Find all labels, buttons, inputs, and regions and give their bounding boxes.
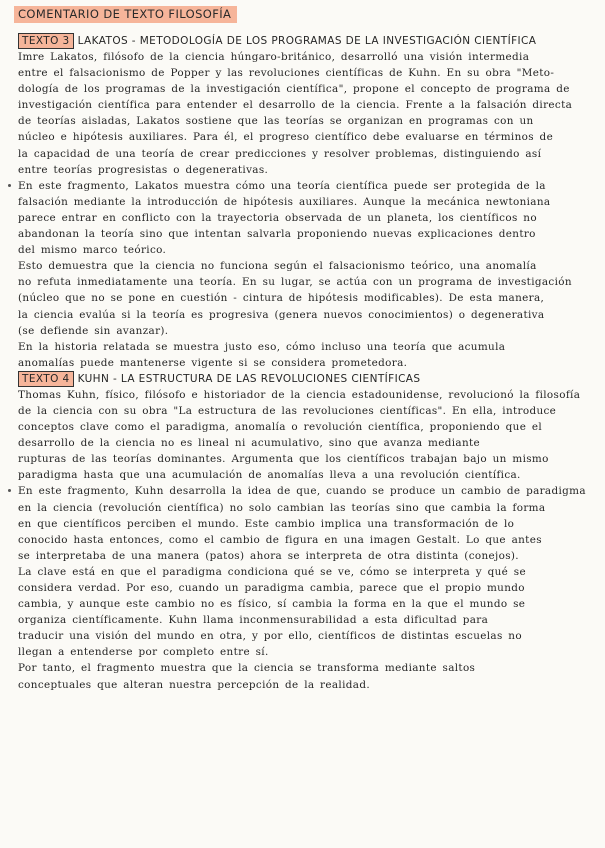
text-line: en la ciencia (revolución científica) no solo cambian las teorías sino que cambia la forma <box>18 501 546 514</box>
text-line: Esto demuestra que la ciencia no funciona según el falsacionismo teórico, una anomalía <box>18 260 537 273</box>
text-line: paradigma hasta que una acumulación de anomalías lleva a una revolución científica. <box>18 469 521 482</box>
page-title: COMENTARIO DE TEXTO FILOSOFÍA <box>14 6 237 23</box>
text-line: traducir una visión del mundo en otra, y por ello, científicos de distintas escuelas no <box>18 630 522 643</box>
text-line: En la historia relatada se muestra justo eso, cómo incluso una teoría que acumula <box>18 340 506 353</box>
text-line: (se defiende sin avanzar). <box>18 324 169 337</box>
section-label: TEXTO 4 <box>18 371 74 387</box>
text-line: falsación mediante la introducción de hipótesis auxiliares. Aunque la mecánica newtoniana <box>18 195 551 208</box>
text-line: conceptos clave como el paradigma, anomalía o revolución científica, proponiendo que el <box>18 421 543 434</box>
paragraph <box>18 49 599 178</box>
paragraph <box>18 660 599 692</box>
text-line: considera verdad. Por eso, cuando un paradigma cambia, parece que el propio mundo <box>18 582 525 594</box>
paragraph <box>18 339 599 371</box>
text-line: la ciencia evalúa si la teoría es progresiva (genera nuevos conocimientos) o degenerativa <box>18 308 545 321</box>
text-line: investigación científica para entender el desarrollo de la ciencia. Frente a la falsación directa <box>18 99 573 112</box>
text-line: de teorías aisladas, Lakatos sostiene que las teorías se organizan en programas con un <box>18 115 534 128</box>
text-line: no refuta inmediatamente una teoría. En su lugar, se actúa con un programa de investigación <box>18 276 572 289</box>
text-line: de la ciencia con su obra "La estructura de las revoluciones científicas". En ella, introduce <box>18 404 557 417</box>
text-line: dología de los programas de la investigación científica", propone el concepto de programa de <box>18 83 570 96</box>
text-line: parece entrar en conflicto con la trayectoria observada de un planeta, los científicos no <box>18 211 537 224</box>
text-line: Imre Lakatos, filósofo de la ciencia húngaro-británico, desarrolló una visión intermedia <box>18 51 530 63</box>
text-line: Thomas Kuhn, físico, filósofo e historiador de la ciencia estadounidense, revolucionó la filosofía <box>18 388 581 401</box>
section-heading-text: LAKATOS - METODOLOGÍA DE LOS PROGRAMAS DE LA INVESTIGACIÓN CIENTÍFICA <box>77 35 537 47</box>
text-line: entre el falsacionismo de Popper y las revoluciones científicas de Kuhn. En su obra "Meto- <box>18 67 555 80</box>
text-line: la capacidad de una teoría de crear predicciones y resolver problemas, distinguiendo así <box>18 147 542 160</box>
text-line: llegan a entenderse por completo entre sí. <box>18 646 269 659</box>
text-line: desarrollo de la ciencia no es lineal ni acumulativo, sino que avanza mediante <box>18 437 481 450</box>
text-line: (núcleo que no se pone en cuestión - cintura de hipótesis modificables). De esta manera, <box>18 292 545 305</box>
section-body <box>18 49 599 371</box>
text-line: cambia, y aunque este cambio no es físico, sí cambia la forma en la que el mundo se <box>18 598 526 611</box>
text-line: En este fragmento, Lakatos muestra cómo una teoría científica puede ser protegida de la <box>18 179 546 192</box>
section-texto-3 <box>18 33 599 371</box>
paragraph <box>18 483 599 660</box>
section-label: TEXTO 3 <box>18 33 74 49</box>
text-line: conceptuales que alteran nuestra percepción de la realidad. <box>18 678 370 691</box>
section-heading <box>18 33 599 49</box>
paragraph <box>18 258 599 338</box>
text-line: abandonan la teoría sino que intentan salvarla proponiendo nuevas explicaciones dentro <box>18 228 536 241</box>
text-line: En este fragmento, Kuhn desarrolla la idea de que, cuando se produce un cambio de paradigma <box>18 485 586 498</box>
text-line: entre teorías progresistas o degenerativas. <box>18 163 269 176</box>
text-line: conocido hasta entonces, como el cambio de figura en una imagen Gestalt. Lo que antes <box>18 533 542 546</box>
text-line: Por tanto, el fragmento muestra que la ciencia se transforma mediante saltos <box>18 662 476 675</box>
text-line: La clave está en que el paradigma condiciona qué se ve, cómo se interpreta y qué se <box>18 565 526 578</box>
text-line: en que científicos perciben el mundo. Este cambio implica una transformación de lo <box>18 517 515 530</box>
paragraph <box>18 178 599 258</box>
text-line: rupturas de las teorías dominantes. Argumenta que los científicos trabajan bajo un mismo <box>18 453 549 466</box>
section-texto-4 <box>18 371 599 693</box>
paragraph <box>18 387 599 484</box>
text-line: organiza científicamente. Kuhn llama inconmensurabilidad a esta dificultad para <box>18 614 489 627</box>
text-line: del mismo marco teórico. <box>18 244 167 257</box>
section-body <box>18 387 599 693</box>
section-heading <box>18 371 599 387</box>
text-line: se interpretaba de una manera (patos) ahora se interpreta de otra distinta (conejos). <box>18 549 519 562</box>
text-line: núcleo e hipótesis auxiliares. Para él, el progreso científico debe evaluarse en términos de <box>18 131 554 144</box>
section-heading-text: KUHN - LA ESTRUCTURA DE LAS REVOLUCIONES CIENTÍFICAS <box>77 372 421 385</box>
text-line: anomalías puede mantenerse vigente si se considera prometedora. <box>18 356 408 369</box>
